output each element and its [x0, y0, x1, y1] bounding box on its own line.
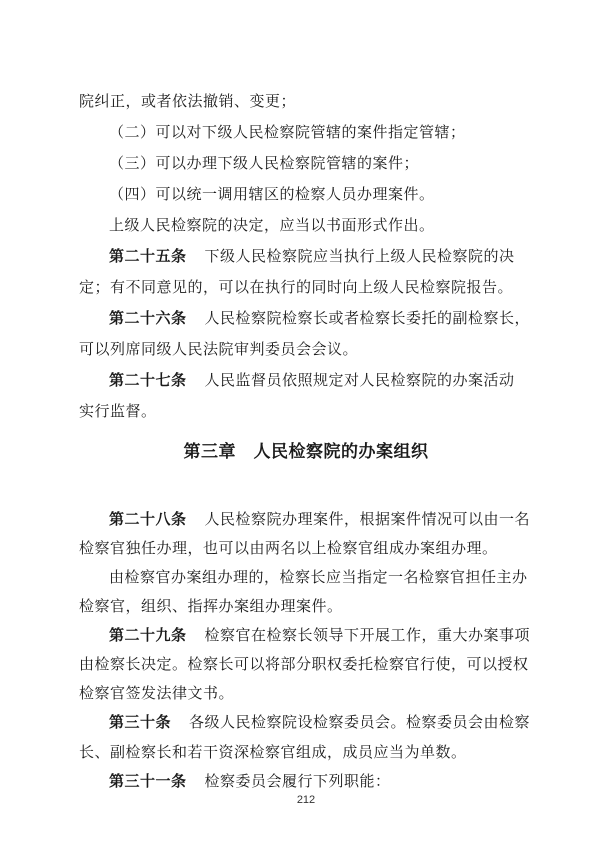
article-label: 第二十九条 — [109, 626, 187, 644]
text-line: 定；有不同意见的，可以在执行的同时向上级人民检察院报告。 — [79, 278, 514, 296]
article-text: 检察委员会履行下列职能： — [204, 772, 391, 790]
article-27-line — [109, 368, 539, 392]
article-text: 检察官在检察长领导下开展工作，重大办案事项 — [204, 626, 531, 644]
article-29-line — [109, 623, 539, 647]
article-28-line — [109, 507, 539, 531]
text-line: 可以列席同级人民法院审判委员会会议。 — [79, 340, 359, 358]
text-line: （二）可以对下级人民检察院管辖的案件指定管辖； — [109, 123, 466, 141]
article-label: 第二十八条 — [109, 510, 187, 528]
article-30-line — [109, 710, 539, 734]
text-line: 检察官，组织、指挥办案组办理案件。 — [79, 597, 343, 615]
text-line: 由检察长决定。检察长可以将部分职权委托检察官行使，可以授权 — [79, 655, 529, 673]
article-text: 人民检察院办理案件，根据案件情况可以由一名 — [204, 510, 531, 528]
article-label: 第二十五条 — [109, 247, 187, 265]
text-line: （四）可以统一调用辖区的检察人员办理案件。 — [109, 185, 435, 203]
article-text: 下级人民检察院应当执行上级人民检察院的决 — [204, 247, 515, 265]
text-line: 实行监督。 — [79, 402, 157, 420]
text-line: 检察官独任办理，也可以由两名以上检察官组成办案组办理。 — [79, 539, 498, 557]
article-31-line — [109, 769, 539, 793]
article-label: 第三十一条 — [109, 772, 187, 790]
article-label: 第三十条 — [109, 713, 172, 731]
text-line: 长、副检察长和若干资深检察官组成，成员应当为单数。 — [79, 743, 467, 761]
page-number: 212 — [296, 794, 316, 806]
text-line: 院纠正，或者依法撤销、变更； — [79, 92, 297, 110]
text-line: 上级人民检察院的决定，应当以书面形式作出。 — [109, 216, 435, 234]
chapter-title: 第三章 人民检察院的办案组织 — [183, 442, 429, 462]
article-text: 各级人民检察院设检察委员会。检察委员会由检察 — [189, 713, 531, 731]
article-25-line — [109, 244, 539, 268]
text-line: 由检察官办案组办理的，检察长应当指定一名检察官担任主办 — [109, 568, 528, 586]
article-text: 人民监督员依照规定对人民检察院的办案活动 — [204, 371, 515, 389]
text-line: 检察官签发法律文书。 — [79, 684, 235, 702]
text-line: （三）可以办理下级人民检察院管辖的案件； — [109, 154, 420, 172]
article-label: 第二十七条 — [109, 371, 187, 389]
article-text: 人民检察院检察长或者检察长委托的副检察长， — [204, 309, 531, 327]
article-26-line — [109, 306, 539, 330]
article-label: 第二十六条 — [109, 309, 187, 327]
